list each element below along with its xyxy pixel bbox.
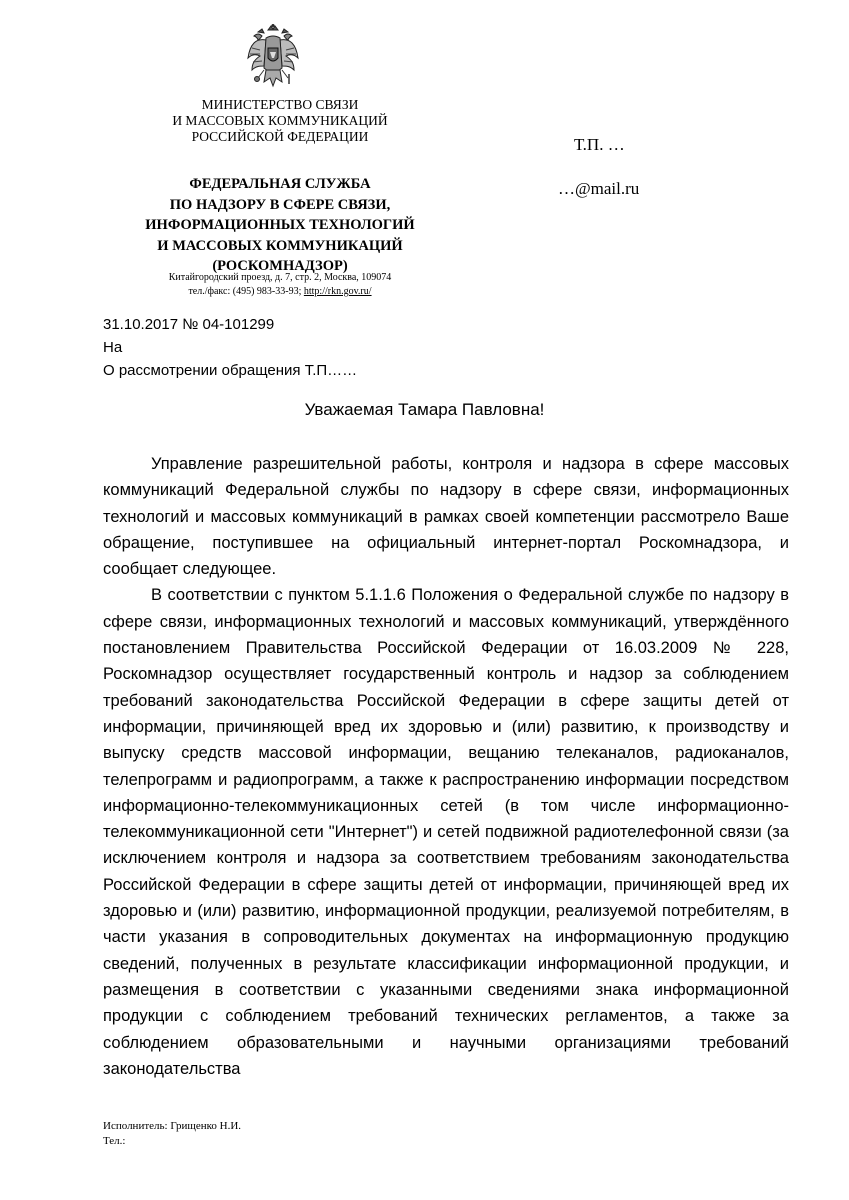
executor-info: [103, 1119, 241, 1149]
paragraph: В соответствии с пунктом 5.1.1.6 Положения о Федеральной службе по надзору в сфере связи, информационных технологий и массовых коммуникаций, утверждённого постановлением Правительства Российской Федерации от 16.03.2009 № 228, Роскомнадзор осуществляет государственный контроль и надзор за соблюдением требований законодательства Российской Федерации в сфере защиты детей от информации, причиняющей вред их здоровью и (или) развитию, к производству и выпуску средств массовой информации, вещанию телеканалов, радиоканалов, телепрограмм и радиопрограмм, а также к распространению информации посредством информационно-телекоммуникационных сетей (в том числе информационно-телекоммуникационной сети "Интернет") и сетей подвижной радиотелефонной связи (за исключением контроля и надзора за соответствием требованиям законодательства Российской Федерации в сфере защиты детей от информации, причиняющей вред их здоровью и (или) развитию, информационной продукции, реализуемой потребителям, в части указания в сопроводительных документах на информационную продукцию сведений, полученных в результате классификации информационной продукции, и размещения в соответствии с указанными сведениями знака информационной продукции с соблюдением требований технических регламентов, а также за соблюдением образовательными и научными организациями требований законодательства: [103, 586, 789, 1078]
recipient-name: Т.П. …: [574, 135, 625, 154]
agency-line: ПО НАДЗОРУ В СФЕРЕ СВЯЗИ,: [169, 196, 391, 213]
letter-subject: О рассмотрении обращения Т.П……: [103, 362, 358, 379]
contact-line: [110, 285, 450, 299]
date-number: 31.10.2017 № 04-101299: [103, 316, 275, 333]
recipient-email: …@mail.ru: [558, 179, 640, 198]
reference-label: На: [103, 339, 123, 356]
executor-name: Исполнитель: Грищенко Н.И.: [103, 1120, 242, 1132]
address-line: Китайгородский проезд, д. 7, стр. 2, Москва, 109074: [168, 272, 392, 283]
agency-name: [110, 174, 450, 277]
website-link[interactable]: http://rkn.gov.ru/: [303, 286, 372, 297]
agency-line: ФЕДЕРАЛЬНАЯ СЛУЖБА: [189, 176, 371, 192]
paragraph: Управление разрешительной работы, контроля и надзора в сфере массовых коммуникаций Федеральной службы по надзору в сфере связи, информационных технологий и массовых коммуникаций в рамках своей компетенции рассмотрело Ваше обращение, поступившее на официальный интернет-портал Роскомнадзора, и сообщает следующее.: [103, 455, 789, 579]
ministry-line: МИНИСТЕРСТВО СВЯЗИ: [201, 97, 359, 112]
letter-body: [103, 451, 789, 1082]
greeting: Уважаемая Тамара Павловна!: [304, 400, 545, 419]
ministry-name: [140, 97, 420, 145]
letter-meta: [103, 313, 357, 382]
agency-line: И МАССОВЫХ КОММУНИКАЦИЙ: [157, 237, 403, 254]
executor-phone: Тел.:: [103, 1135, 126, 1147]
recipient-block: [558, 134, 640, 200]
coat-of-arms-icon: [244, 24, 302, 92]
ministry-line: РОССИЙСКОЙ ФЕДЕРАЦИИ: [191, 129, 369, 144]
agency-line: ИНФОРМАЦИОННЫХ ТЕХНОЛОГИЙ: [145, 217, 415, 233]
ministry-line: И МАССОВЫХ КОММУНИКАЦИЙ: [172, 113, 388, 128]
agency-address: [110, 271, 450, 299]
phone-fax: тел./факс: (495) 983-33-93;: [188, 286, 304, 297]
agency-line: (РОСКОМНАДЗОР): [212, 258, 348, 274]
